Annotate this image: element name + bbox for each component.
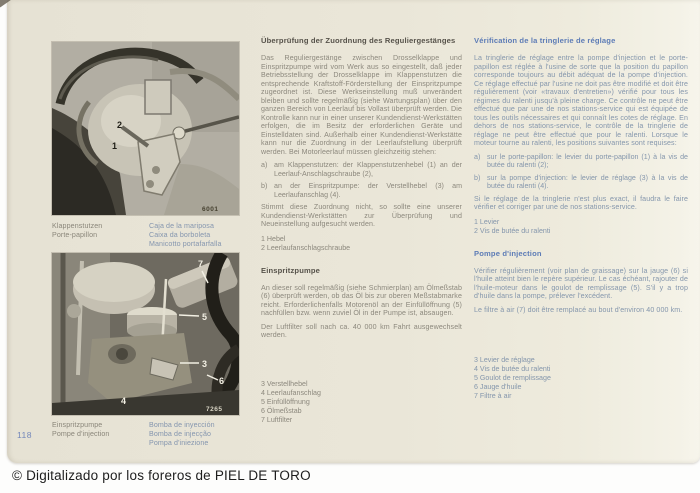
legend-line: 4 Vis de butée du ralenti <box>474 365 551 373</box>
legend-line: 3 Verstellhebel <box>261 379 308 388</box>
caption-line: Einspritzpumpe <box>52 421 103 429</box>
caption2-es-pt-it <box>149 421 239 448</box>
caption1-es-pt-it <box>149 222 239 249</box>
legend-line: 1 Hebel <box>261 234 286 243</box>
item-a-label: a) <box>474 152 481 161</box>
caption-line: Bomba de inyección <box>149 421 215 429</box>
german-heading-reguliergestaenge: Überprüfung der Zuordnung des Reguliergestänges <box>261 36 456 45</box>
german-heading-einspritzpumpe: Einspritzpumpe <box>261 265 321 275</box>
callout-1: 1 <box>112 141 118 151</box>
french-paragraph-2: Si le réglage de la tringlerie n'est plus exact, il faudra le faire vérifier et corriger par une de nos stations-service. <box>474 194 688 211</box>
caption-line: Pompe d'injection <box>52 430 110 438</box>
item-a-text: am Klappenstutzen: der Klappenstutzenhebel (1) an der Leerlauf-Anschlagschraube (2), <box>274 161 462 178</box>
german-list-item-a <box>261 161 462 178</box>
throttle-body-photo <box>52 42 239 215</box>
caption1-de-fr <box>52 222 149 249</box>
german-paragraph-3: An dieser soll regelmäßig (siehe Schmierplan) am Ölmeßstab (6) überprüft werden, ob das Öl bis zur oberen Meßstabmarke reicht. Erforderlichenfalls Motorenöl an der Einfüllöffnung (5) nachfüllen bzw. wenn zuviel Öl in der Pumpe ist, absaugen. <box>261 283 462 317</box>
callout-5: 5 <box>202 312 208 322</box>
photo-column <box>52 42 239 448</box>
legend-line: 6 Ölmeßstab <box>261 406 302 415</box>
legend-line: 6 Jauge d'huile <box>474 383 522 391</box>
caption-line: Manicotto portafarfalla <box>149 240 222 248</box>
callout-6: 6 <box>219 376 225 386</box>
callout-2: 2 <box>117 120 123 130</box>
french-heading-pompe-injection: Pompe d'injection <box>474 248 542 258</box>
german-paragraph-4: Der Luftfilter soll nach ca. 40 000 km Fahrt ausgewechselt werden. <box>261 322 462 339</box>
injection-pump-photo <box>52 253 239 415</box>
french-legend-bottom <box>474 356 688 401</box>
legend-line: 3 Levier de réglage <box>474 356 535 364</box>
french-legend-top <box>474 218 688 236</box>
callout-4: 4 <box>121 396 127 406</box>
french-paragraph-3: Vérifier régulièrement (voir plan de graissage) sur la jauge (6) si l'huile atteint bien le repère supérieur. Le cas échéant, rajouter de l'huile-moteur dans le goulot de remplissage (5). S'il y a trop d'huile dans la pompe, prélever l'excédent. <box>474 266 688 300</box>
german-legend-top <box>261 235 462 253</box>
legend-line: 7 Filtre à air <box>474 392 512 400</box>
photo-einspritzpumpe <box>52 253 239 415</box>
item-b-text: sur la pompe d'injection: le levier de réglage (3) à la vis de butée du ralenti (4). <box>487 173 688 190</box>
item-a-text: sur le porte-papillon: le levier du porte-papillon (1) à la vis de butée du ralenti (2); <box>487 152 688 169</box>
item-b-label: b) <box>261 182 268 190</box>
photo1-id: 6001 <box>202 206 219 213</box>
callout-7: 7 <box>198 259 204 269</box>
caption-line: Klappenstutzen <box>52 222 103 230</box>
caption-photo2 <box>52 421 239 448</box>
caption-line: Porte-papillon <box>52 231 98 239</box>
photo-klappenstutzen <box>52 42 239 215</box>
legend-line: 1 Levier <box>474 217 500 226</box>
caption-photo1 <box>52 222 239 249</box>
german-paragraph-2: Stimmt diese Zuordnung nicht, so sollte eine unserer Kundendienst-Werkstätten zur Überprüfung und Neueinstellung aufgesucht werden. <box>261 203 462 228</box>
german-legend-bottom <box>261 380 462 425</box>
french-list-item-a <box>474 153 688 170</box>
page-number: 118 <box>17 430 32 440</box>
item-b-label: b) <box>474 173 481 182</box>
french-column <box>474 36 688 401</box>
caption-line: Caixa da borboleta <box>149 231 211 239</box>
item-a-label: a) <box>261 161 268 169</box>
caption2-de-fr <box>52 421 149 448</box>
french-paragraph-4: Le filtre à air (7) doit être remplacé au bout d'environ 40 000 km. <box>474 305 683 314</box>
legend-line: 4 Leerlaufanschlag <box>261 388 321 397</box>
legend-line: 2 Vis de butée du ralenti <box>474 226 551 235</box>
german-column <box>261 36 462 425</box>
legend-line: 5 Goulot de remplissage <box>474 374 551 382</box>
legend-line: 2 Leerlaufanschlagschraube <box>261 243 351 252</box>
legend-line: 7 Luftfilter <box>261 415 293 424</box>
caption-line: Bomba de injecção <box>149 430 212 438</box>
legend-line: 5 Einfüllöffnung <box>261 397 310 406</box>
french-heading-tringlerie: Vérification de la tringlerie de réglage <box>474 36 616 45</box>
photo2-id: 7265 <box>206 406 223 413</box>
callout-3: 3 <box>202 359 208 369</box>
caption-line: Pompa d'iniezione <box>149 439 209 447</box>
french-paragraph-1: La tringlerie de réglage entre la pompe d'injection et le porte-papillon est réglée à l'usine de sorte que la position du papillon corresponde toujours au débit adéquat de la pompe d'injection. Ce réglage effectué par l'usine ne doit pas être modifié et doit être régulièrement (voir «travaux d'entretien») vérifié pour tous les régimes du ralenti jusqu'à pleine charge. Ce contrôle ne peut être effectué que par une de nos stations-service qui est équipée de tous les outils nécessaires et qui connaît les cotes de réglage. En dehors de nos stations-service, le contrôle de la tringlerie de réglage ne peut être effectué que pour le ralenti. Lorsque le moteur tourne au ralenti, les positions suivantes sont requises: <box>474 54 688 147</box>
german-list-item-b <box>261 182 462 199</box>
digitization-watermark: © Digitalizado por los foreros de PIEL DE TORO <box>12 468 311 483</box>
item-b-text: an der Einspritzpumpe: der Verstellhebel (3) am Leerlaufanschlag (4). <box>274 182 462 199</box>
caption-line: Caja de la mariposa <box>149 222 214 230</box>
french-list-item-b <box>474 174 688 191</box>
german-paragraph-1: Das Reguliergestänge zwischen Drosselklappe und Einspritzpumpe wird vom Werk aus so eingestellt, daß jeder Betriebsstellung der Drosselklappe im Klappenstutzen die entsprechende Kraftstoff-Förderstellung der Einspritzpumpe zugeordnet ist. Diese Werkseinstellung muß unverändert bleiben und sollte regelmäßig (siehe Wartungsplan) über den ganzen Bereich von Leerlauf bis Vollast überprüft werden. Die Kontrolle kann nur in einer unserer Kundendienst-Werkstätten erfolgen, die im Besitz der erforderlichen Geräte und Einstelldaten sind. Außerhalb einer Kundendienst-Werkstätte kann nur die Zuordnung in der Leerlaufstellung überprüft werden. Bei Motorleerlauf müssen gleichzeitig stehen: <box>261 54 462 156</box>
